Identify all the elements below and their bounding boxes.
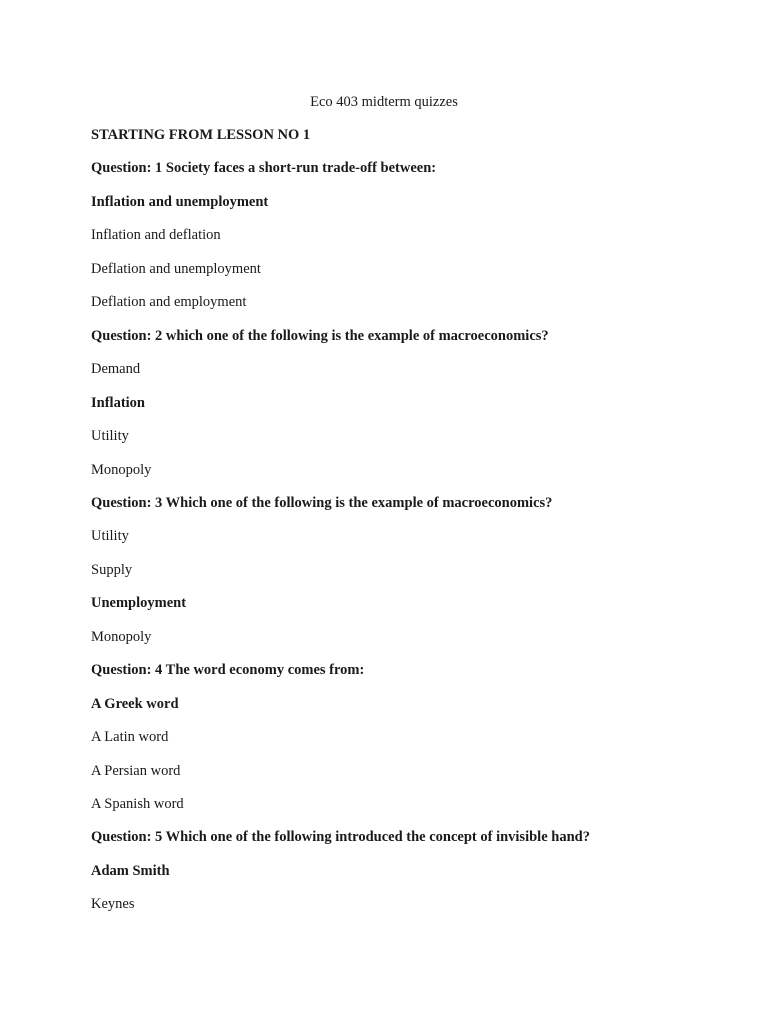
- answer-option: Utility: [91, 528, 129, 544]
- answer-option: Inflation and deflation: [91, 227, 221, 243]
- correct-answer-option: Unemployment: [91, 595, 187, 611]
- question-text: Question: 3 Which one of the following is the example of macroeconomics?: [91, 495, 553, 511]
- question-text: Question: 5 Which one of the following introduced the concept of invisible hand?: [91, 829, 590, 845]
- question-text: Question: 1 Society faces a short-run trade-off between:: [91, 160, 437, 176]
- question-text: Question: 4 The word economy comes from:: [91, 662, 365, 678]
- answer-option: Keynes: [91, 896, 135, 912]
- document-title: Eco 403 midterm quizzes: [310, 94, 458, 110]
- answer-option: Monopoly: [91, 629, 152, 645]
- answer-option: A Persian word: [91, 763, 181, 779]
- answer-option: A Spanish word: [91, 796, 184, 812]
- correct-answer-option: Inflation: [91, 395, 145, 411]
- answer-option: Monopoly: [91, 462, 152, 478]
- answer-option: Deflation and unemployment: [91, 261, 261, 277]
- correct-answer-option: A Greek word: [91, 696, 179, 712]
- answer-option: A Latin word: [91, 729, 169, 745]
- correct-answer-option: Adam Smith: [91, 863, 170, 879]
- answer-option: Supply: [91, 562, 133, 578]
- question-text: Question: 2 which one of the following is the example of macroeconomics?: [91, 328, 549, 344]
- answer-option: Utility: [91, 428, 129, 444]
- answer-option: Deflation and employment: [91, 294, 247, 310]
- answer-option: Demand: [91, 361, 141, 377]
- section-heading: STARTING FROM LESSON NO 1: [91, 127, 311, 143]
- correct-answer-option: Inflation and unemployment: [91, 194, 269, 210]
